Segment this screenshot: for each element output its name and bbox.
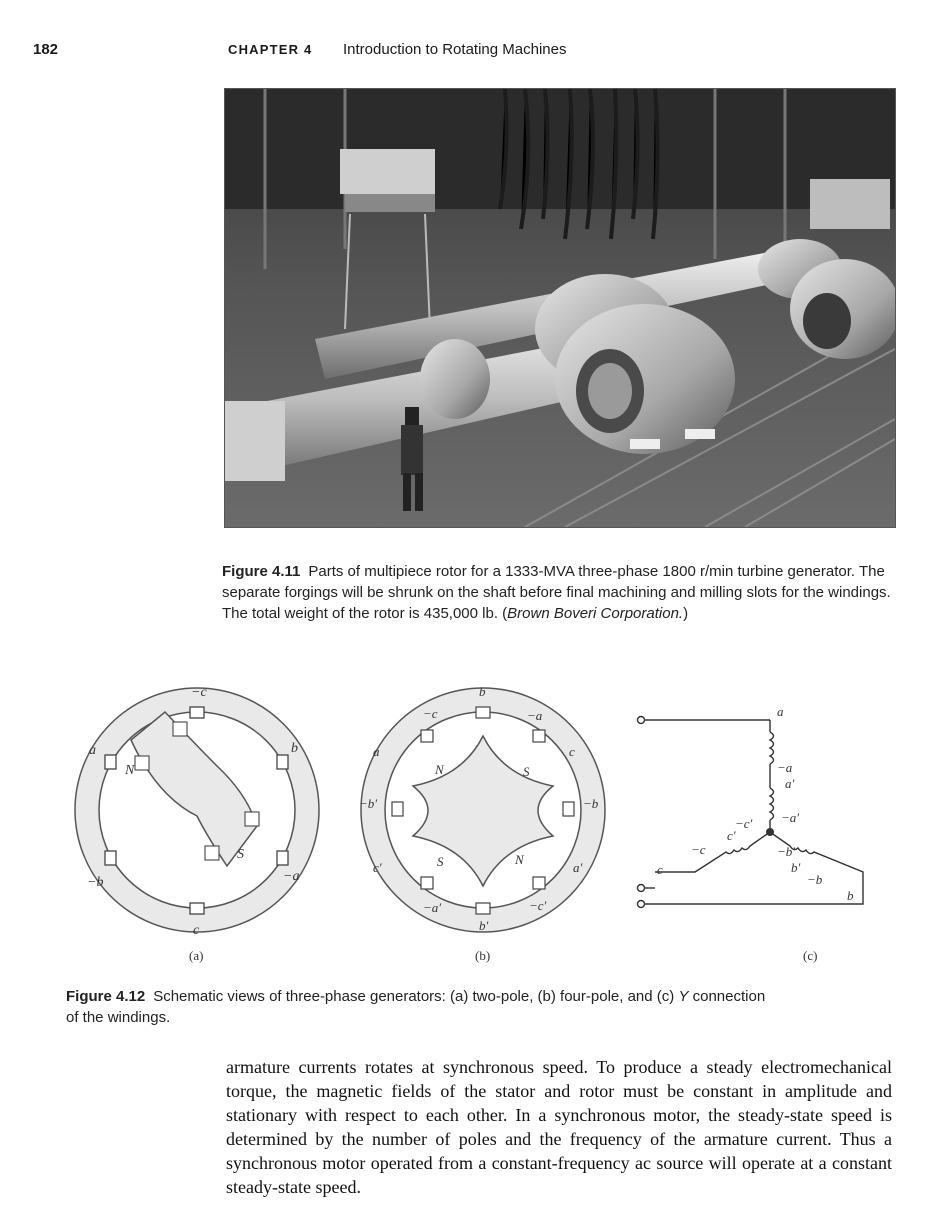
coil-label: −a	[527, 708, 543, 723]
terminal-label: c′	[727, 828, 736, 843]
figure-label: Figure 4.11	[222, 563, 301, 580]
panel-b-label: (b)	[475, 948, 491, 963]
rotor-photograph	[224, 88, 896, 528]
coil-label: c′	[373, 860, 382, 875]
coil-label: −b′	[359, 796, 378, 811]
coil-label: −c′	[529, 898, 547, 913]
terminal-label: −b′	[777, 844, 796, 859]
coil-label: c	[193, 923, 200, 938]
terminal-label: c	[657, 862, 663, 877]
chapter-label: CHAPTER 4	[228, 42, 313, 57]
terminal-label: b	[847, 888, 854, 903]
terminal-label: a	[777, 704, 784, 719]
figure-label: Figure 4.12	[66, 988, 146, 1005]
chapter-title: Introduction to Rotating Machines	[343, 41, 567, 58]
coil-label: a	[373, 744, 380, 759]
caption-end: )	[683, 605, 689, 622]
generator-schematics	[60, 676, 880, 976]
figure-4-11-caption	[222, 561, 892, 624]
two-pole-generator-diagram	[75, 685, 319, 963]
pole-label: N	[435, 762, 444, 777]
photo-credit: Brown Boveri Corporation.	[507, 605, 684, 622]
pole-label: N	[515, 852, 524, 867]
terminal-label: −c′	[735, 816, 753, 831]
coil-label: b′	[479, 918, 489, 933]
terminal-label: −a′	[781, 810, 800, 825]
coil-label: −b	[583, 796, 599, 811]
body-paragraph: armature currents rotates at synchronous speed. To produce a steady electromechanical torque, the magnetic fields of the stator and rotor must be constant in amplitude and stationary with respect to each other. In a synchronous motor, the steady-state speed is determined by the number of poles and the frequency of the armature current. Thus a synchronous motor operated from a constant-frequency ac source will operate at a constant steady-state speed.	[226, 1057, 892, 1197]
pole-label: S	[523, 764, 530, 779]
coil-label: −c	[191, 685, 207, 700]
page-number: 182	[33, 41, 59, 58]
coil-label: a	[89, 743, 96, 758]
terminal-label: −c	[691, 842, 706, 857]
terminal-label: −b	[807, 872, 823, 887]
terminal-label: a′	[785, 776, 795, 791]
coil-label: −a	[283, 869, 300, 884]
y-connection-diagram	[638, 704, 864, 963]
coil-label: b	[291, 741, 298, 756]
terminal-label: −a	[777, 760, 793, 775]
caption-text: Parts of multipiece rotor for a 1333-MVA three-phase 1800 r/min turbine generator. The separate forgings will be shrunk on the shaft before final machining and milling slots for the windings. The total weight of the rotor is 435,000 lb. (	[222, 563, 891, 622]
coil-label: −a′	[423, 900, 442, 915]
caption-text: Schematic views of three-phase generators: (a) two-pole, (b) four-pole, and (c)	[153, 988, 679, 1005]
pole-label: N	[125, 763, 135, 778]
coil-label: −b	[87, 875, 104, 890]
terminal-label: b′	[791, 860, 801, 875]
coil-label: b	[479, 684, 486, 699]
panel-c-label: (c)	[803, 948, 818, 963]
coil-label: −c	[423, 706, 438, 721]
pole-label: S	[437, 854, 444, 869]
caption-italic: Y	[678, 988, 689, 1005]
figure-4-12-caption	[66, 986, 766, 1028]
pole-label: S	[237, 847, 244, 862]
coil-label: a′	[573, 860, 583, 875]
coil-label: c	[569, 744, 575, 759]
four-pole-generator-diagram	[359, 684, 605, 963]
panel-a-label: (a)	[189, 948, 204, 963]
caption-text-end: connection of the windings.	[66, 988, 766, 1026]
